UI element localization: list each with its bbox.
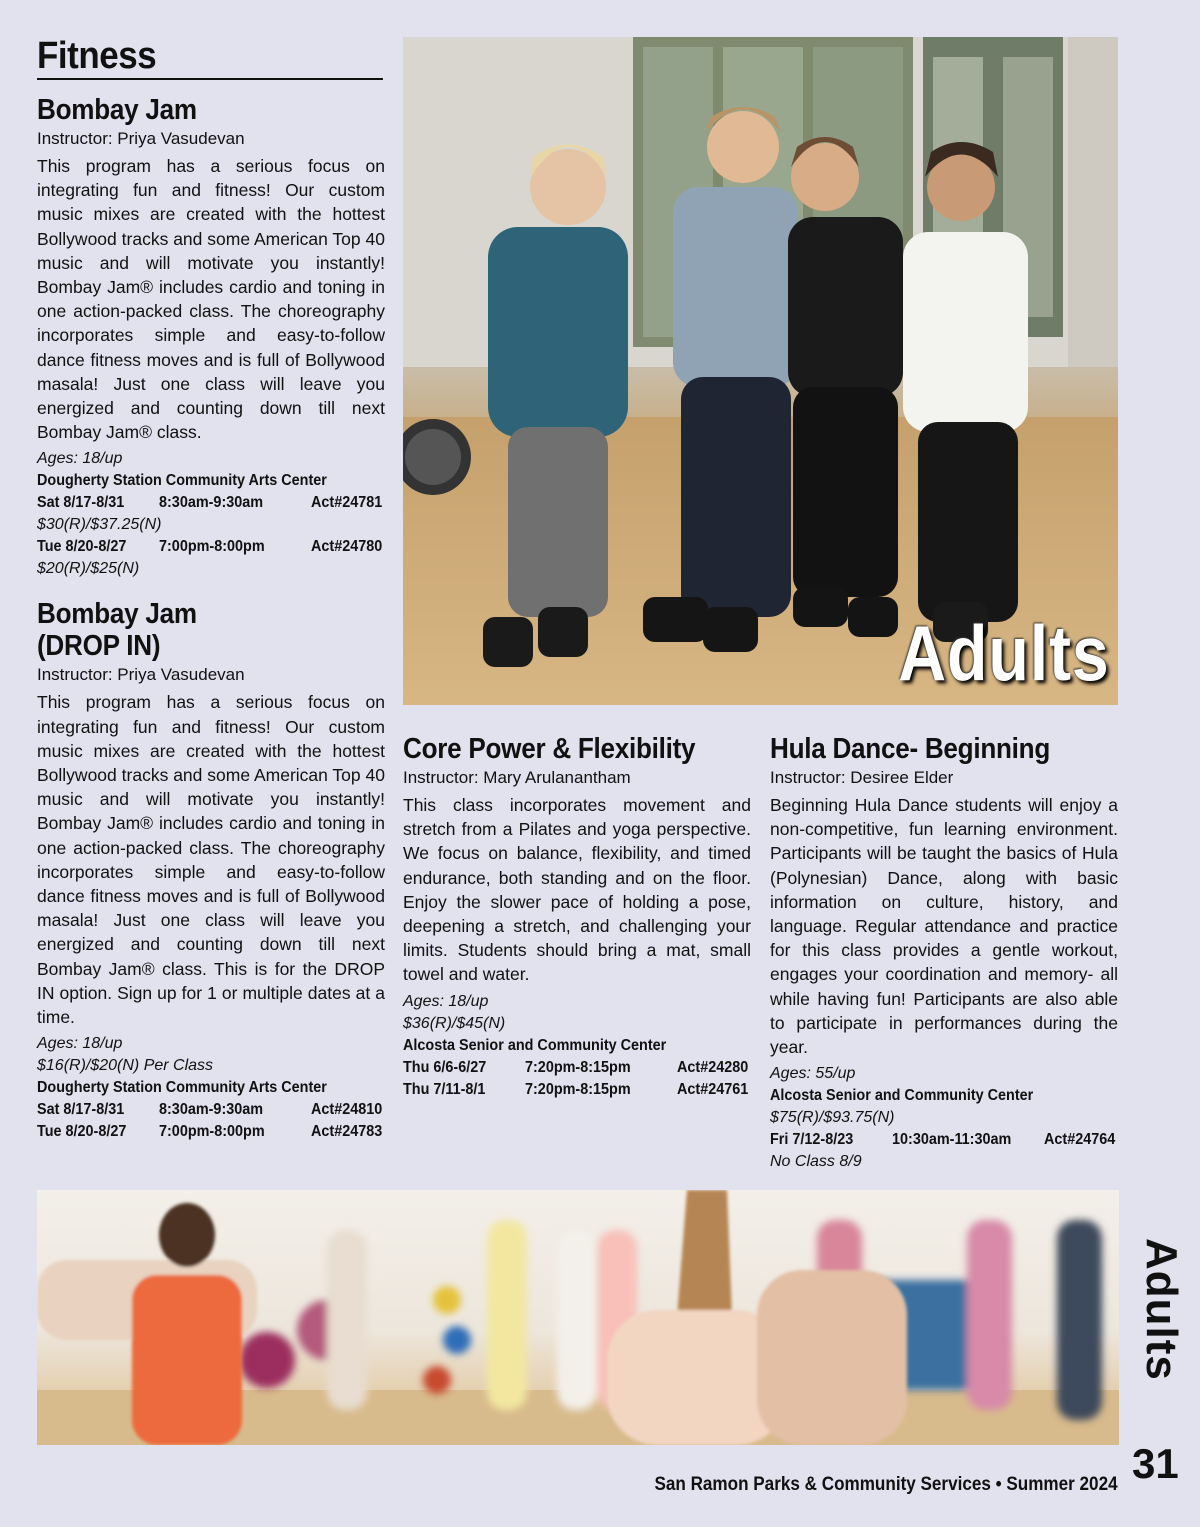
left-column bbox=[37, 34, 385, 1143]
instructor: Instructor: Priya Vasudevan bbox=[37, 665, 245, 685]
program-title: Core Power & Flexibility bbox=[403, 733, 696, 765]
session-row bbox=[37, 492, 385, 514]
session-date: Sat 8/17-8/31 bbox=[37, 494, 125, 512]
location: Dougherty Station Community Arts Center bbox=[37, 472, 327, 490]
session-time: 7:00pm-8:00pm bbox=[159, 538, 265, 556]
program-description: This program has a serious focus on integrating fun and fitness! Our custom music mixes are created with the hottest Bollywood tracks and some American Top 40 music and will motivate you instantly! Bombay Jam® includes cardio and toning in one action-packed class. The choreography incorporates simple and easy-to-follow dance fitness moves and is full of Bollywood masala! Just one class will leave you energized and counting down till next Bombay Jam® class. bbox=[37, 156, 385, 443]
activity-number: Act#24761 bbox=[677, 1080, 749, 1098]
program-description: This class incorporates movement and stretch from a Pilates and yoga perspective. We focus on balance, flexibility, and timed endurance, both standing and on the floor. Enjoy the slower pace of holding a pose, deepening a stretch, and challenging your limits. Students should bring a mat, small towel and water. bbox=[403, 795, 751, 985]
program-title-line: Bombay Jam bbox=[37, 598, 197, 631]
location: Alcosta Senior and Community Center bbox=[770, 1087, 1034, 1105]
ages: Ages: 55/up bbox=[770, 1065, 856, 1083]
group-photo-illustration bbox=[403, 37, 1118, 705]
session-row bbox=[403, 1079, 751, 1101]
right-column bbox=[770, 733, 1118, 1173]
side-section-tab: Adults bbox=[1137, 1238, 1186, 1381]
location: Dougherty Station Community Arts Center bbox=[37, 1079, 327, 1097]
price: $36(R)/$45(N) bbox=[403, 1014, 506, 1032]
price: $30(R)/$37.25(N) bbox=[37, 516, 162, 534]
session-date: Thu 7/11-8/1 bbox=[403, 1080, 486, 1098]
session-row bbox=[37, 536, 385, 558]
footer: San Ramon Parks & Community Services • Summer 2024 bbox=[654, 1474, 1118, 1495]
session-date: Tue 8/20-8/27 bbox=[37, 538, 127, 556]
session-row bbox=[37, 1121, 385, 1143]
instructor: Instructor: Mary Arulanantham bbox=[403, 768, 631, 787]
program-title: Hula Dance- Beginning bbox=[770, 733, 1051, 765]
group-photo bbox=[403, 37, 1118, 705]
price: $16(R)/$20(N) Per Class bbox=[37, 1057, 214, 1075]
program-title bbox=[37, 598, 350, 662]
session-row bbox=[770, 1129, 1118, 1151]
session-time: 7:20pm-8:15pm bbox=[525, 1058, 631, 1076]
ages: Ages: 18/up bbox=[403, 992, 489, 1010]
session-time: 7:00pm-8:00pm bbox=[159, 1123, 265, 1141]
session-time: 7:20pm-8:15pm bbox=[525, 1080, 631, 1098]
note: No Class 8/9 bbox=[770, 1153, 862, 1171]
session-date: Tue 8/20-8/27 bbox=[37, 1123, 127, 1141]
session-date: Fri 7/12-8/23 bbox=[770, 1131, 854, 1149]
middle-column bbox=[403, 733, 751, 1101]
section-title: Fitness bbox=[37, 34, 383, 80]
ages: Ages: 18/up bbox=[37, 1035, 123, 1053]
activity-number: Act#24781 bbox=[311, 494, 383, 512]
activity-number: Act#24764 bbox=[1044, 1131, 1116, 1149]
activity-number: Act#24810 bbox=[311, 1101, 383, 1119]
session-row bbox=[403, 1057, 751, 1079]
instructor: Instructor: Desiree Elder bbox=[770, 768, 954, 787]
program-title-line: (DROP IN) bbox=[37, 630, 161, 663]
price: $75(R)/$93.75(N) bbox=[770, 1109, 895, 1127]
session-time: 10:30am-11:30am bbox=[892, 1131, 1012, 1149]
activity-number: Act#24780 bbox=[311, 538, 383, 556]
instructor: Instructor: Priya Vasudevan bbox=[37, 129, 245, 148]
session-row bbox=[37, 1099, 385, 1121]
dance-class-photo bbox=[37, 1190, 1119, 1445]
price: $20(R)/$25(N) bbox=[37, 560, 140, 578]
program-description: This program has a serious focus on integrating fun and fitness! Our custom music mixes are created with the hottest Bollywood tracks and some American Top 40 music and will motivate you instantly! Bombay Jam® includes cardio and toning in one action-packed class. The choreography incorporates simple and easy-to-follow dance fitness moves and is full of Bollywood masala! Just one class will leave you energized and counting down till next Bombay Jam® class. This is for the DROP IN option. Sign up for 1 or multiple dates at a time. bbox=[37, 692, 385, 1028]
session-date: Thu 6/6-6/27 bbox=[403, 1058, 487, 1076]
session-date: Sat 8/17-8/31 bbox=[37, 1101, 125, 1119]
activity-number: Act#24280 bbox=[677, 1058, 749, 1076]
dance-class-illustration bbox=[37, 1190, 1119, 1445]
program-description: Beginning Hula Dance students will enjoy a non-competitive, fun learning environment. Participants will be taught the basics of Hula (Polynesian) Dance, along with basic information on culture, history, and language. Regular attendance and practice for this class provides a gentle workout, engages your coordination and memory- all while having fun! Participants are also able to participate in performances during the year. bbox=[770, 795, 1118, 1058]
page-number: 31 bbox=[1132, 1440, 1179, 1487]
location: Alcosta Senior and Community Center bbox=[403, 1036, 667, 1054]
session-time: 8:30am-9:30am bbox=[159, 494, 264, 512]
session-time: 8:30am-9:30am bbox=[159, 1101, 264, 1119]
photo-overlay-title: Adults bbox=[898, 609, 1110, 697]
activity-number: Act#24783 bbox=[311, 1123, 383, 1141]
program-title: Bombay Jam bbox=[37, 94, 197, 126]
ages: Ages: 18/up bbox=[37, 450, 123, 468]
